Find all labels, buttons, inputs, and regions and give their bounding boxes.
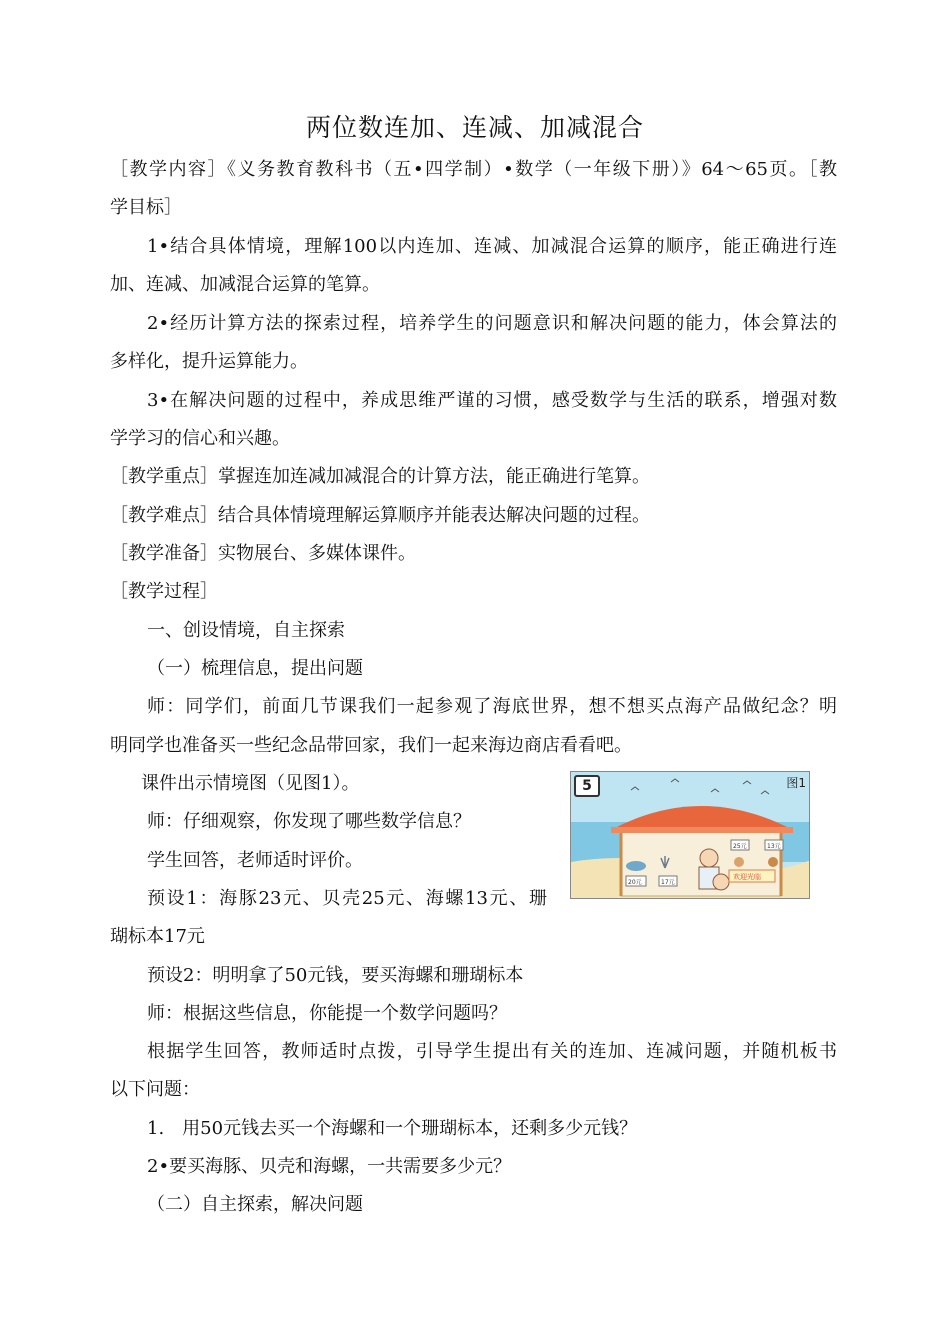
- student-answer-line: 学生回答，老师适时评价。: [147, 850, 363, 871]
- shopkeeper-figure: [700, 849, 718, 867]
- teacher-intro-line-1: 师：同学们，前面几节课我们一起参观了海底世界，想不想买点海产品做纪念？明: [147, 696, 837, 717]
- goal-1-line-2: 加、连减、加减混合运算的笔算。: [110, 274, 380, 295]
- price-tag-dolphin-text: 20元: [628, 879, 642, 886]
- subsection-1-heading: （一）梳理信息，提出问题: [147, 658, 363, 679]
- preset-1-line-2: 瑚标本17元: [110, 926, 205, 947]
- dolphin-icon: [626, 861, 646, 871]
- teaching-content-line: ［教学内容］《义务教育教科书（五•四学制）•数学（一年级下册）》64～65页。［教: [110, 159, 837, 180]
- awning-edge: [611, 827, 793, 833]
- subsection-2-heading: （二）自主探索，解决问题: [147, 1194, 363, 1215]
- preparation-line: ［教学准备］实物展台、多媒体课件。: [110, 543, 416, 564]
- question-1-line: 1. 用50元钱去买一个海螺和一个珊瑚标本，还剩多少元钱？: [147, 1118, 638, 1139]
- section-1-heading: 一、创设情境，自主探索: [147, 620, 345, 641]
- goal-1-line-1: 1•结合具体情境，理解100以内连加、连减、加减混合运算的顺序，能正确进行连: [147, 236, 837, 257]
- process-heading: ［教学过程］: [110, 581, 218, 602]
- page-title: 两位数连加、连减、加减混合: [305, 113, 644, 142]
- child-figure: [713, 874, 729, 890]
- seaside-shop-illustration: [571, 772, 810, 899]
- conch-icon: [768, 857, 778, 867]
- question-2-line: 2•要买海豚、贝壳和海螺，一共需要多少元？: [147, 1156, 512, 1177]
- teaching-goals-heading: 学目标］: [110, 197, 182, 218]
- guidance-line-2: 以下问题：: [110, 1079, 200, 1100]
- preset-1-line-1: 预设1：海豚23元、贝壳25元、海螺13元、珊: [147, 888, 547, 909]
- goal-2-line-1: 2•经历计算方法的探索过程，培养学生的问题意识和解决问题的能力，体会算法的: [147, 313, 837, 334]
- teacher-question-line: 师：仔细观察，你发现了哪些数学信息？: [147, 811, 471, 832]
- shell-icon: [734, 857, 744, 867]
- price-tag-conch-text: 13元: [767, 843, 781, 850]
- teacher-prompt-line: 师：根据这些信息，你能提一个数学问题吗？: [147, 1003, 507, 1024]
- figure-number-badge: 5: [574, 775, 600, 797]
- goal-3-line-2: 学学习的信心和兴趣。: [110, 428, 290, 449]
- difficult-points-line: ［教学难点］结合具体情境理解运算顺序并能表达解决问题的过程。: [110, 505, 650, 526]
- figure-label: 图1: [786, 776, 806, 790]
- scene-figure: [570, 771, 810, 899]
- goal-2-line-2: 多样化，提升运算能力。: [110, 351, 308, 372]
- courseware-line: 课件出示情境图（见图1）。: [141, 773, 360, 794]
- welcome-banner-text: 欢迎光临: [733, 873, 761, 881]
- guidance-line-1: 根据学生回答，教师适时点拨，引导学生提出有关的连加、连减问题，并随机板书: [147, 1041, 837, 1062]
- key-points-line: ［教学重点］掌握连加连减加减混合的计算方法，能正确进行笔算。: [110, 466, 650, 487]
- preset-2-line: 预设2：明明拿了50元钱，要买海螺和珊瑚标本: [147, 965, 524, 986]
- price-tag-coral-text: 17元: [661, 879, 675, 886]
- price-tag-shell-text: 25元: [733, 843, 747, 850]
- goal-3-line-1: 3•在解决问题的过程中，养成思维严谨的习惯，感受数学与生活的联系，增强对数: [147, 390, 837, 411]
- teacher-intro-line-2: 明同学也准备买一些纪念品带回家，我们一起来海边商店看看吧。: [110, 735, 632, 756]
